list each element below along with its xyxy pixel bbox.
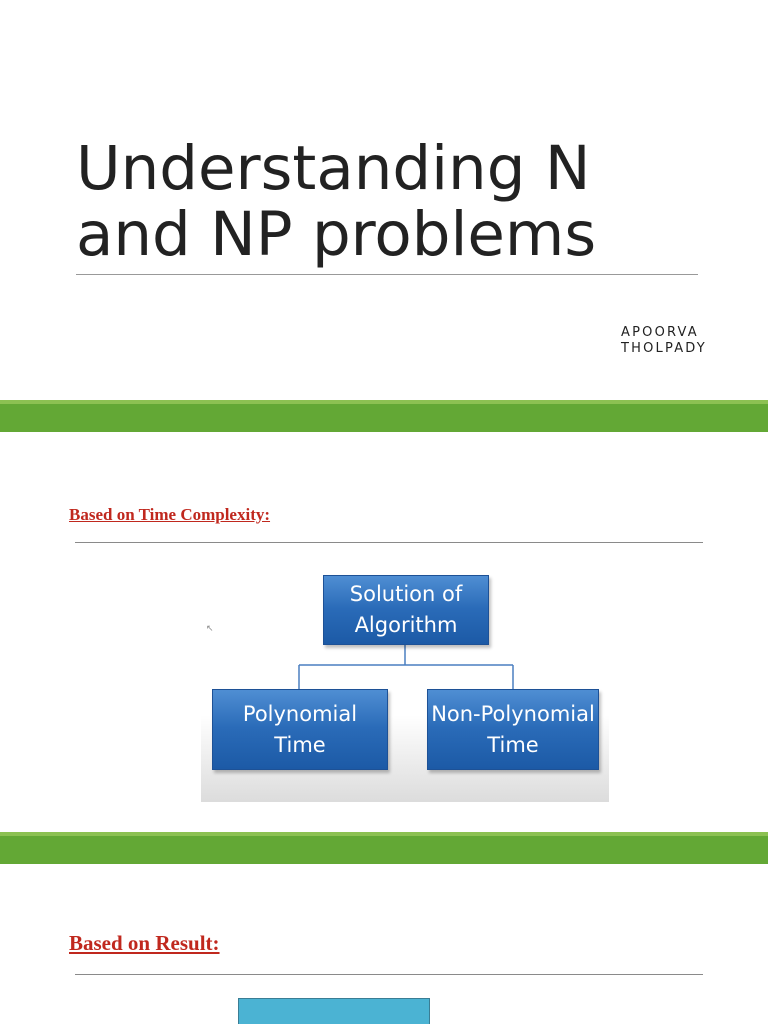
- author-last-name: THOLPADY: [621, 341, 707, 356]
- title-line-2: and NP problems: [76, 199, 597, 270]
- author-first-name: APOORVA: [621, 325, 699, 340]
- time-complexity-slide: [0, 432, 768, 832]
- title-line-1: Understanding N: [76, 133, 591, 204]
- node-left-label: Polynomial Time: [242, 701, 358, 757]
- node-non-polynomial-time: [427, 689, 599, 770]
- cursor-icon: ↖: [206, 624, 214, 634]
- slide-separator: [0, 400, 768, 432]
- result-slide: [0, 864, 768, 1024]
- slide-heading: Based on Time Complexity:: [69, 505, 271, 524]
- slide-separator: [0, 832, 768, 864]
- title-slide: [0, 0, 768, 400]
- node-right-label: Non-Polynomial Time: [431, 701, 595, 757]
- node-root-label: Solution of Algorithm: [349, 582, 463, 637]
- heading-divider: [75, 974, 703, 975]
- slide-heading: Based on Result:: [69, 931, 220, 955]
- diagram-box: [238, 998, 430, 1024]
- heading-divider: [75, 542, 703, 543]
- node-solution-of-algorithm: [323, 575, 489, 645]
- classification-diagram: [201, 547, 609, 802]
- title-divider: [76, 274, 698, 275]
- node-polynomial-time: [212, 689, 388, 770]
- author-name: [621, 325, 707, 357]
- slide-title: [76, 133, 597, 270]
